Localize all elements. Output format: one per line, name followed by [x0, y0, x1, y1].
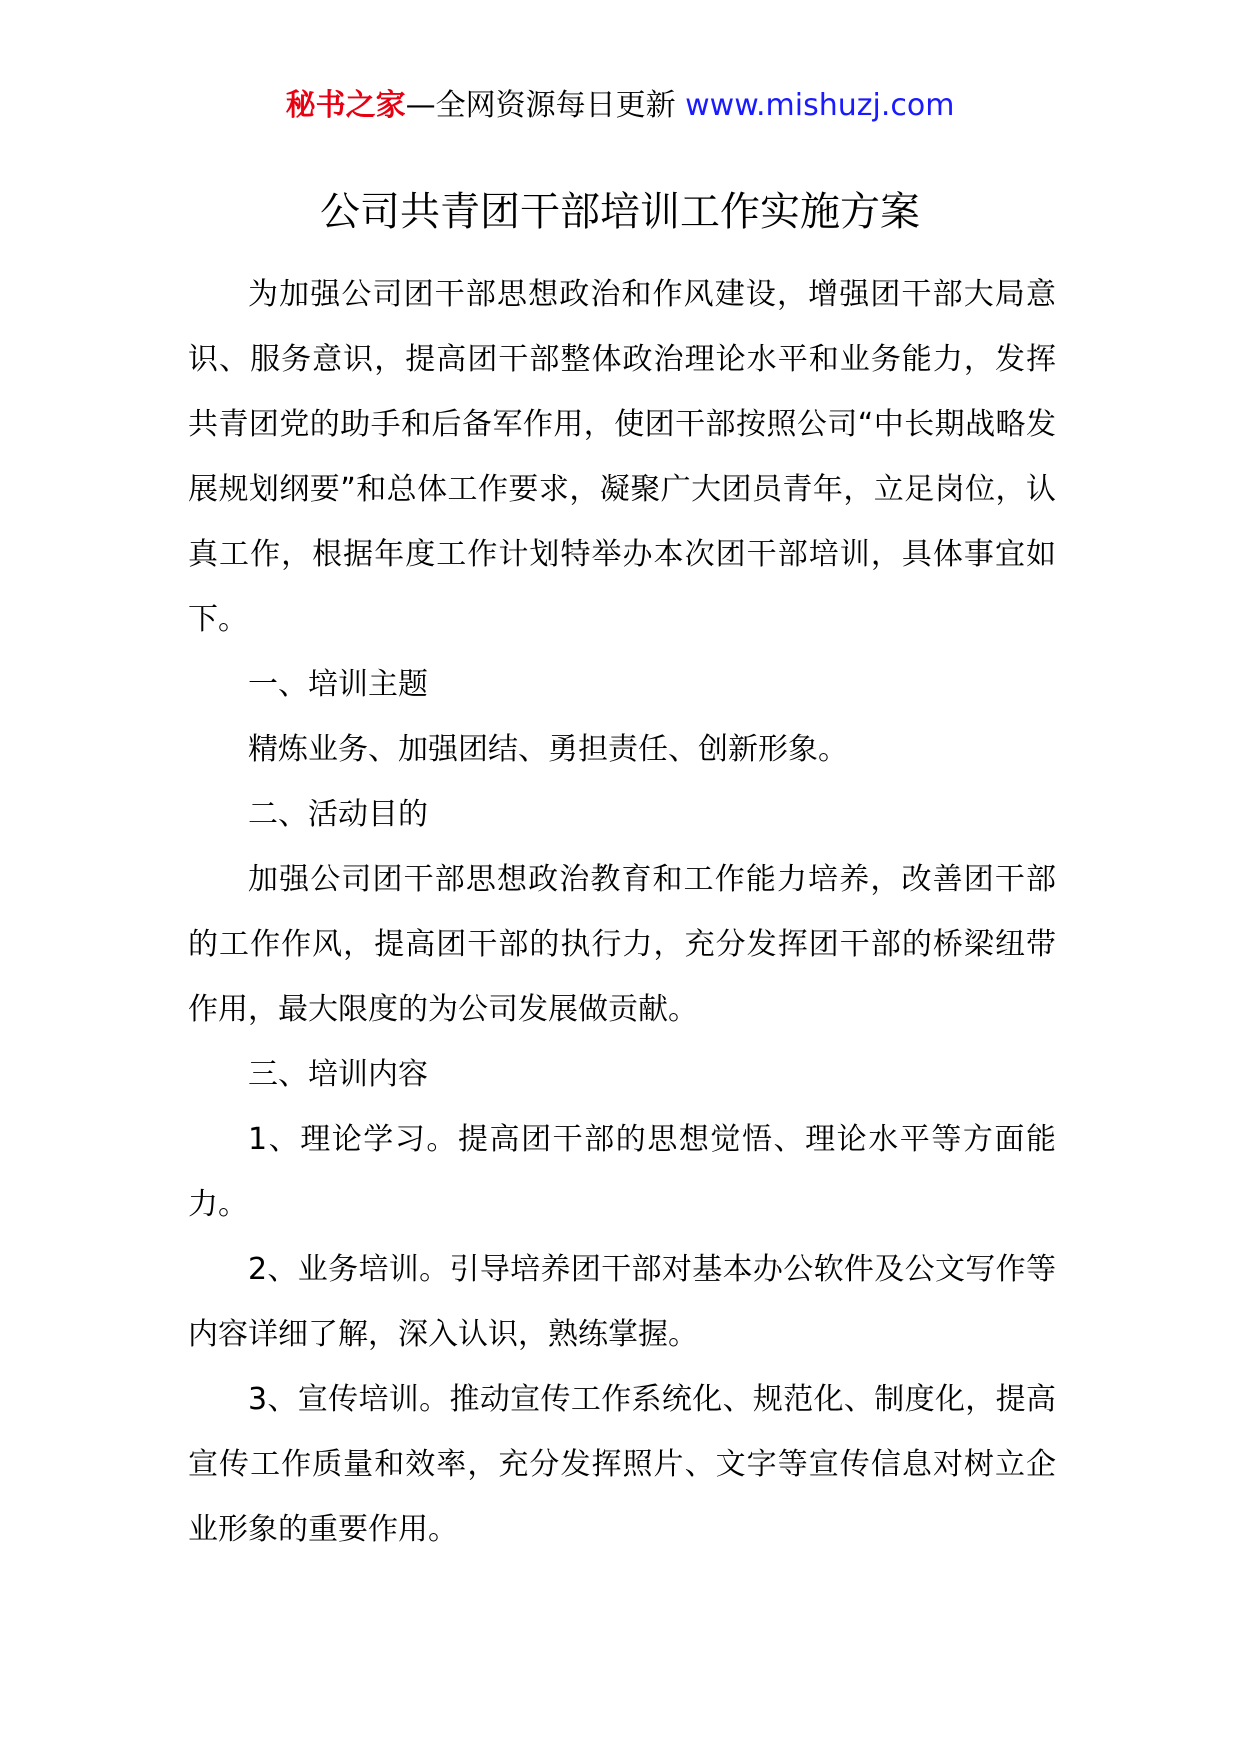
section-heading-purpose: 二、活动目的	[248, 797, 428, 832]
section-text-purpose: 加强公司团干部思想政治教育和工作能力培养，改善团干部的工作作风，提高团干部的执行力，充分发挥团干部的桥梁纽带作用，最大限度的为公司发展做贡献。	[188, 862, 1056, 1027]
intro-paragraph: 为加强公司团干部思想政治和作风建设，增强团干部大局意识、服务意识，提高团干部整体政治理论水平和业务能力，发挥共青团党的助手和后备军作用，使团干部按照公司“中长期战略发展规划纲要”和总体工作要求，凝聚广大团员青年，立足岗位，认真工作，根据年度工作计划特举办本次团干部培训，具体事宜如下。	[188, 277, 1056, 637]
brand-name: 秘书之家	[285, 88, 406, 123]
document-title: 公司共青团干部培训工作实施方案	[320, 189, 920, 235]
content-item-publicity: 3、宣传培训。推动宣传工作系统化、规范化、制度化，提高宣传工作质量和效率，充分发挥照片、文字等宣传信息对树立企业形象的重要作用。	[188, 1382, 1056, 1547]
document-body	[188, 262, 1056, 1562]
content-item-theory: 1、理论学习。提高团干部的思想觉悟、理论水平等方面能力。	[188, 1122, 1056, 1222]
section-heading-content: 三、培训内容	[248, 1057, 428, 1092]
section-text-theme: 精炼业务、加强团结、勇担责任、创新形象。	[248, 732, 848, 767]
header-tagline: —全网资源每日更新	[405, 88, 676, 123]
site-url-link[interactable]: www.mishuzj.com	[685, 88, 955, 123]
section-heading-theme: 一、培训主题	[248, 667, 428, 702]
site-header	[0, 86, 1240, 126]
content-item-business: 2、业务培训。引导培养团干部对基本办公软件及公文写作等内容详细了解，深入认识，熟练掌握。	[188, 1252, 1056, 1352]
